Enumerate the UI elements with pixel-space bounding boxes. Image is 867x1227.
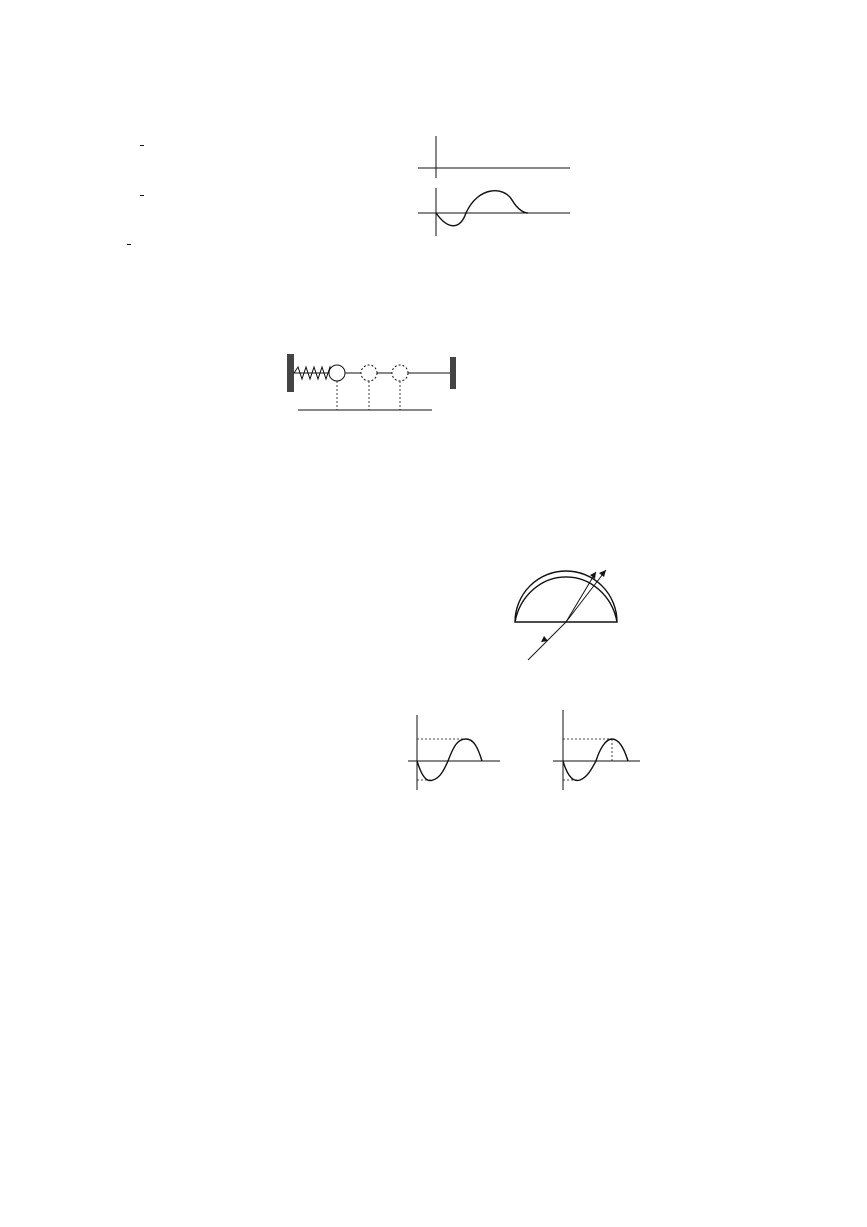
graph-yi — [553, 710, 640, 790]
vibration-curve — [563, 739, 628, 780]
wave-curve — [417, 739, 482, 781]
graph-jia — [408, 715, 500, 790]
